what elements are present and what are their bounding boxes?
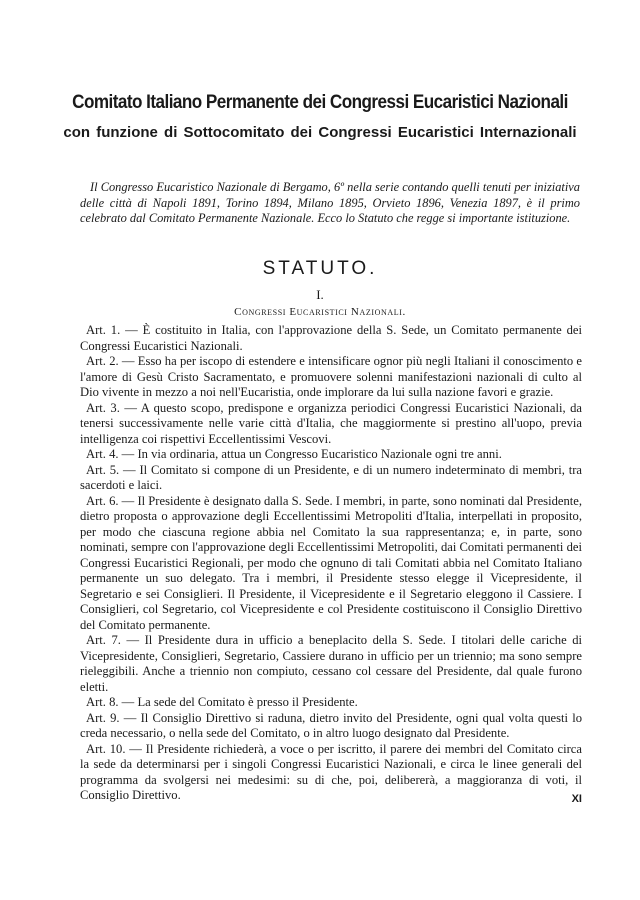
article <box>80 494 582 634</box>
article-text: La sede del Comitato è presso il Presidente. <box>137 695 358 709</box>
articles-list <box>80 323 582 804</box>
article <box>80 695 582 711</box>
article-text: Il Presidente dura in ufficio a beneplacito della S. Sede. I titolari delle cariche di Vicepresidente, Consiglieri, Segretario, Cassiere durano in ufficio per un triennio; ma sono sempre rieleggibili. Anche a triennio non compiuto, cessano col cessare del Presidente, dal quale furono eletti. <box>80 633 582 694</box>
article <box>80 463 582 494</box>
statuto-heading: STATUTO. <box>262 258 378 279</box>
article-number: Art. 3. — <box>86 400 137 415</box>
article <box>80 711 582 742</box>
article-number: Art. 1. — <box>86 323 138 337</box>
article-text: A questo scopo, predispone e organizza periodici Congressi Eucaristici Nazionali, da tenersi successivamente nelle varie città d'Italia, che maggiormente si prestino all'uopo, previa intelligenza coi rispettivi Eccellentissimi Vescovi. <box>80 400 582 446</box>
main-title: Comitato Italiano Permanente dei Congressi Eucaristici Nazionali <box>72 92 568 113</box>
article-number: Art. 2. — <box>86 354 135 368</box>
article-text: È costituito in Italia, con l'approvazione della S. Sede, un Comitato permanente dei Congressi Eucaristici Nazionali. <box>80 323 582 353</box>
article <box>80 633 582 695</box>
article <box>80 447 582 463</box>
article-text: Il Consiglio Direttivo si raduna, dietro invito del Presidente, ogni qual volta questi lo creda necessario, o nella sede del Comitato, o in altro luogo designato dal Presidente. <box>80 710 582 740</box>
article <box>80 401 582 448</box>
article-number: Art. 6. — <box>86 493 135 508</box>
intro-paragraph: Il Congresso Eucaristico Nazionale di Bergamo, 6º nella serie contando quelli tenuti per iniziativa delle città di Napoli 1891, Torino 1894, Milano 1895, Orvieto 1896, Venezia 1897, è il primo celebrato dal Comitato Permanente Nazionale. Ecco lo Statuto che regge si importante istituzione. <box>80 180 580 225</box>
subtitle: con funzione di Sottocomitato dei Congressi Eucaristici Internazionali <box>63 124 577 141</box>
article-text: Il Comitato si compone di un Presidente, e di un numero indeterminato di membri, tra sacerdoti e laici. <box>80 462 583 492</box>
section-number: I. <box>316 287 324 302</box>
article-text: Esso ha per iscopo di estendere e intensificare ognor più negli Italiani il conoscimento e l'amore di Gesù Cristo Sacramentato, e promuovere solenni manifestazioni nazionali di culto al Dio vivente in mezzo a noi nell'Eucaristia, onde implorare da lui sulla nazione favori e grazie. <box>80 354 583 399</box>
article-number: Art. 4. — <box>86 447 135 461</box>
article <box>80 742 582 804</box>
article-number: Art. 9. — <box>86 710 137 725</box>
article-text: Il Presidente richiederà, a voce o per iscritto, il parere dei membri del Comitato circa la sede da determinarsi per i singoli Congressi Eucaristici Nazionali, e circa le linee generali del programma da svolgersi nei medesimi: su di che, poi, delibererà, a maggioranza di voti, il Consiglio Direttivo. <box>80 741 582 802</box>
article-number: Art. 5. — <box>86 462 136 477</box>
page-number: XI <box>571 793 582 805</box>
article <box>80 323 582 354</box>
article-number: Art. 10. — <box>86 741 142 756</box>
article-text: Il Presidente è designato dalla S. Sede. I membri, in parte, sono nominati dal Presidente, dietro proposta o approvazione degli Eccellentissimi Metropoliti d'Italia, interpellati in proposito, per modo che ciascuna regione abbia nel Comitato la sua rappresentanza; e, in parte, sono nominati, sempre con l'approvazione degli Eccellentissimi Metropoliti, dai Comitati permanenti dei Congressi Eucaristici Regionali, per modo che ognuno di tali Comitati abbia nel Comitato Italiano permanente un suo delegato. Tra i membri, il Presidente stesso elegge il Vicepresidente, il Segretario e sei Consiglieri. Il Presidente, il Vicepresidente e il Segretario eleggono il Cassiere. I Consiglieri, col Segretario, col Vicepresidente e col Presidente costituiscono il Consiglio Direttivo del Comitato permanente. <box>80 493 582 632</box>
article-text: In via ordinaria, attua un Congresso Eucaristico Nazionale ogni tre anni. <box>137 447 502 461</box>
section-title: Congressi Eucaristici Nazionali. <box>234 306 406 318</box>
article <box>80 354 582 401</box>
article-number: Art. 7. — <box>86 633 140 647</box>
article-number: Art. 8. — <box>86 695 135 709</box>
